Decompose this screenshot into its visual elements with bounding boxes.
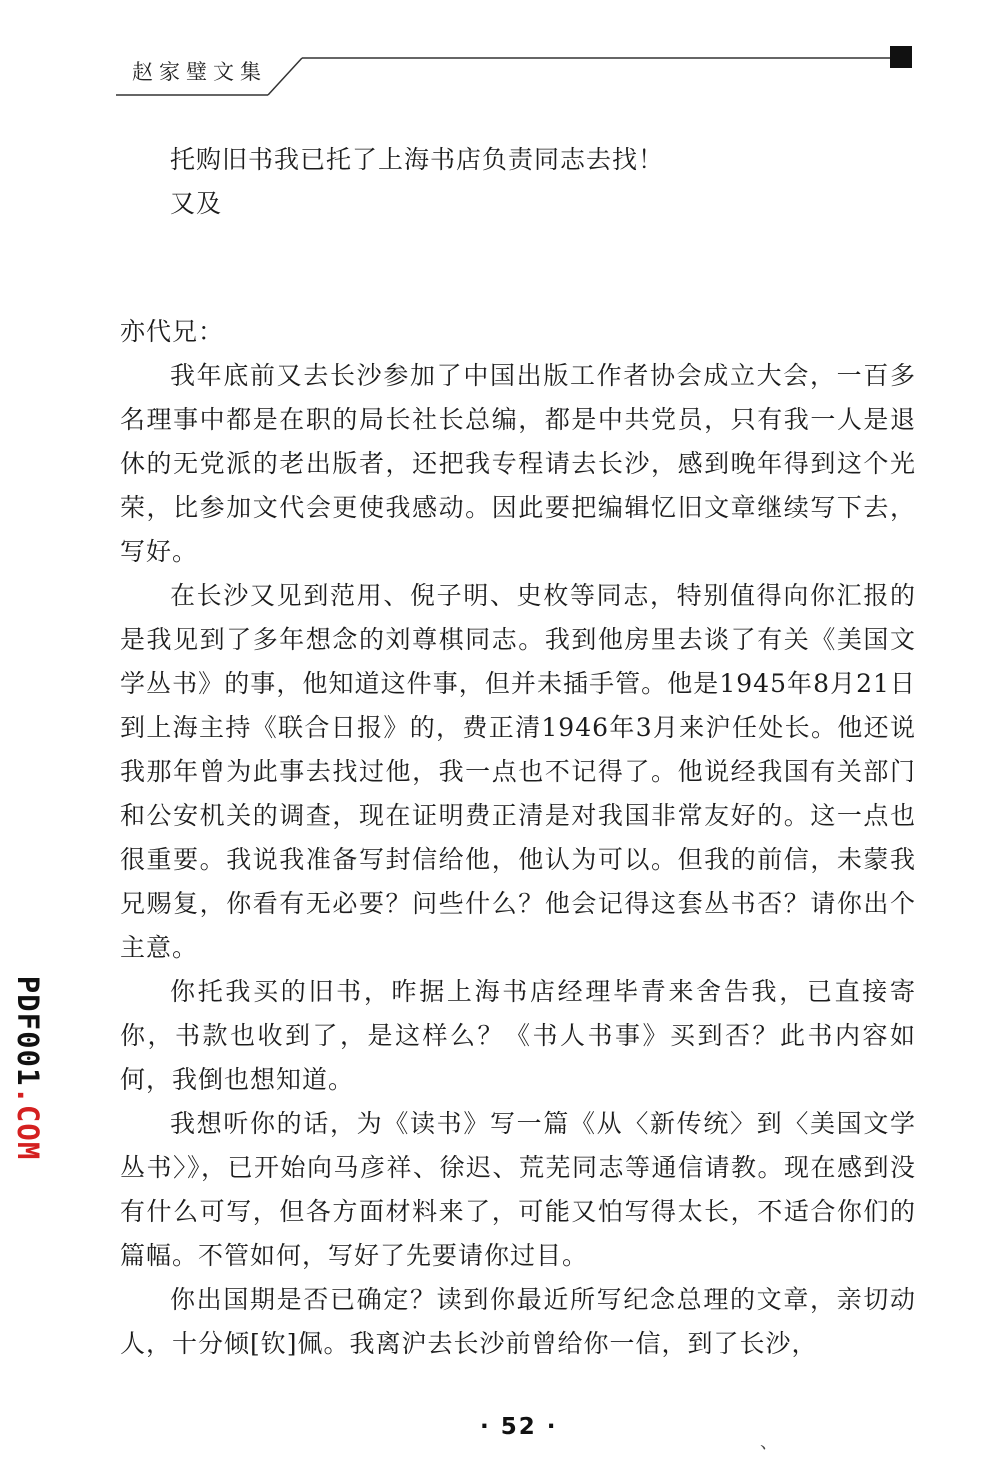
letter-paragraph: 我想听你的话，为《读书》写一篇《从〈新传统〉到〈美国文学丛书〉》，已开始向马彦祥、徐迟、荒芜同志等通信请教。现在感到没有什么可写，但各方面材料来了，可能又怕写得太长，不适合你们的篇幅。不管如何，写好了先要请你过目。 [120,1109,916,1270]
watermark-name: PDF001 [11,975,45,1087]
letter-body [120,310,916,1366]
book-title: 赵家璧文集 [132,60,267,84]
header-rule [0,0,1000,110]
letter-paragraph: 你出国期是否已确定？读到你最近所写纪念总理的文章，亲切动人，十分倾[钦]佩。我离沪去长沙前曾给你一信，到了长沙， [120,1285,916,1358]
running-header [0,0,1000,110]
letter-salutation: 亦代兄： [120,317,225,346]
letter-paragraph: 你托我买的旧书，昨据上海书店经理毕青来舍告我，已直接寄你，书款也收到了，是这样么？《书人书事》买到否？此书内容如何，我倒也想知道。 [120,977,916,1094]
header-corner-square [890,46,912,68]
page-number: · 52 · [480,1414,558,1440]
stray-mark: 、 [760,1432,778,1453]
watermark-domain: .COM [11,1086,45,1161]
postscript-signoff: 又及 [170,189,223,218]
postscript-line: 托购旧书我已托了上海书店负责同志去找！ [170,145,665,174]
side-watermark [10,968,46,1168]
letter-paragraph: 我年底前又去长沙参加了中国出版工作者协会成立大会，一百多名理事中都是在职的局长社长总编，都是中共党员，只有我一人是退休的无党派的老出版者，还把我专程请去长沙，感到晚年得到这个光荣，比参加文代会更使我感动。因此要把编辑忆旧文章继续写下去，写好。 [120,361,916,566]
letter-paragraph: 在长沙又见到范用、倪子明、史枚等同志，特别值得向你汇报的是我见到了多年想念的刘尊棋同志。我到他房里去谈了有关《美国文学丛书》的事，他知道这件事，但并未插手管。他是1945年8月21日到上海主持《联合日报》的，费正清1946年3月来沪任处长。他还说我那年曾为此事去找过他，我一点也不记得了。他说经我国有关部门和公安机关的调查，现在证明费正清是对我国非常友好的。这一点也很重要。我说我准备写封信给他，他认为可以。但我的前信，未蒙我兄赐复，你看有无必要？问些什么？他会记得这套丛书否？请你出个主意。 [120,581,916,962]
postscript-block [120,138,916,226]
